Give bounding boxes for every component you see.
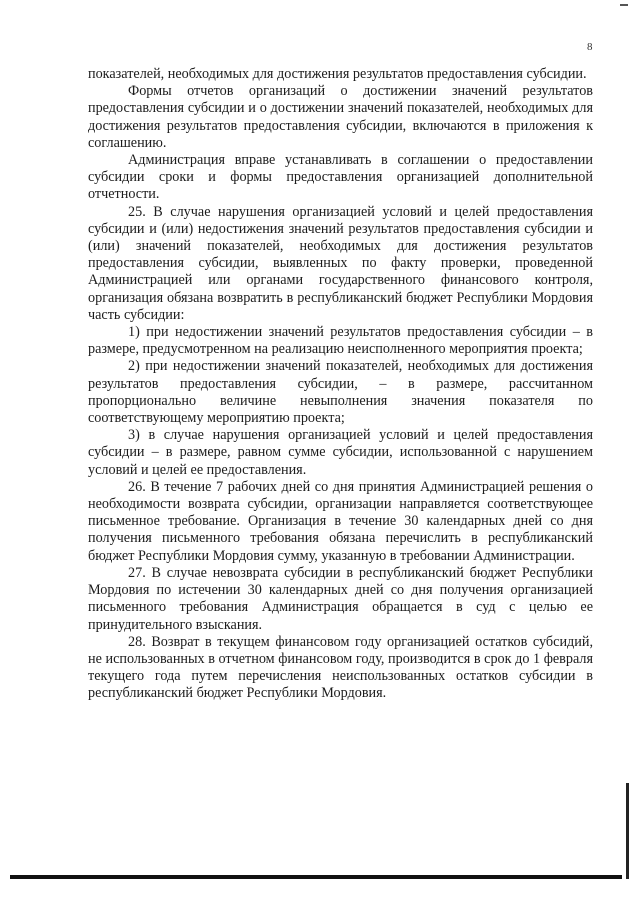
scan-edge-shadow <box>626 783 629 879</box>
paragraph-item-26: 26. В течение 7 рабочих дней со дня принятия Администрацией решения о необходимости возврата субсидии, организации направляется соответствующее письменное требование. Организация в течение 30 календарных дней со дня получения письменного требования обязана перечислить в республиканский бюджет Республики Мордовия сумму, указанную в требовании Администрации. <box>88 478 593 564</box>
paragraph-subitem-1: 1) при недостижении значений результатов предоставления субсидии – в размере, предусмотренном на реализацию неисполненного мероприятия проекта; <box>88 324 593 358</box>
page-number: 8 <box>587 41 593 53</box>
paragraph-additional-reporting: Администрация вправе устанавливать в соглашении о предоставлении субсидии сроки и формы предоставления организацией дополнительной отчетности. <box>88 152 593 203</box>
paragraph-report-forms: Формы отчетов организаций о достижении значений результатов предоставления субсидии и о достижении значений показателей, необходимых для достижения результатов предоставления субсидии, включаются в приложения к соглашению. <box>88 83 593 151</box>
scan-bottom-border <box>10 875 622 879</box>
paragraph-item-27: 27. В случае невозврата субсидии в республиканский бюджет Республики Мордовия по истечении 30 календарных дней со дня получения организацией письменного требования Администрация обращается в суд с целью ее принудительного взыскания. <box>88 564 593 633</box>
paragraph-item-28: 28. Возврат в текущем финансовом году организацией остатков субсидий, не использованных в отчетном финансовом году, производится в срок до 1 февраля текущего года путем перечисления неиспользованных остатков субсидии в республиканский бюджет Республики Мордовия. <box>88 633 593 702</box>
document-body <box>88 66 593 703</box>
paragraph-item-25: 25. В случае нарушения организацией условий и целей предоставления субсидии и (или) недостижения значений результатов предоставления субсидии и (или) значений показателей, необходимых для достижения результатов предоставления субсидии, выявленных по факту проверки, проведенной Администрацией или органами государственного финансового контроля, организация обязана возвратить в республиканский бюджет Республики Мордовия часть субсидии: <box>88 203 593 323</box>
scan-artifact-mark <box>620 4 628 6</box>
paragraph-subitem-3: 3) в случае нарушения организацией условий и целей предоставления субсидии – в размере, равном сумме субсидии, использованной с нарушением условий и целей ее предоставления. <box>88 427 593 478</box>
paragraph-continuation: показателей, необходимых для достижения результатов предоставления субсидии. <box>88 66 587 82</box>
paragraph-subitem-2: 2) при недостижении значений показателей, необходимых для достижения результатов предоставления субсидии, – в размере, рассчитанном пропорционально величине невыполнения значения показателя по соответствующему мероприятию проекта; <box>88 358 593 427</box>
